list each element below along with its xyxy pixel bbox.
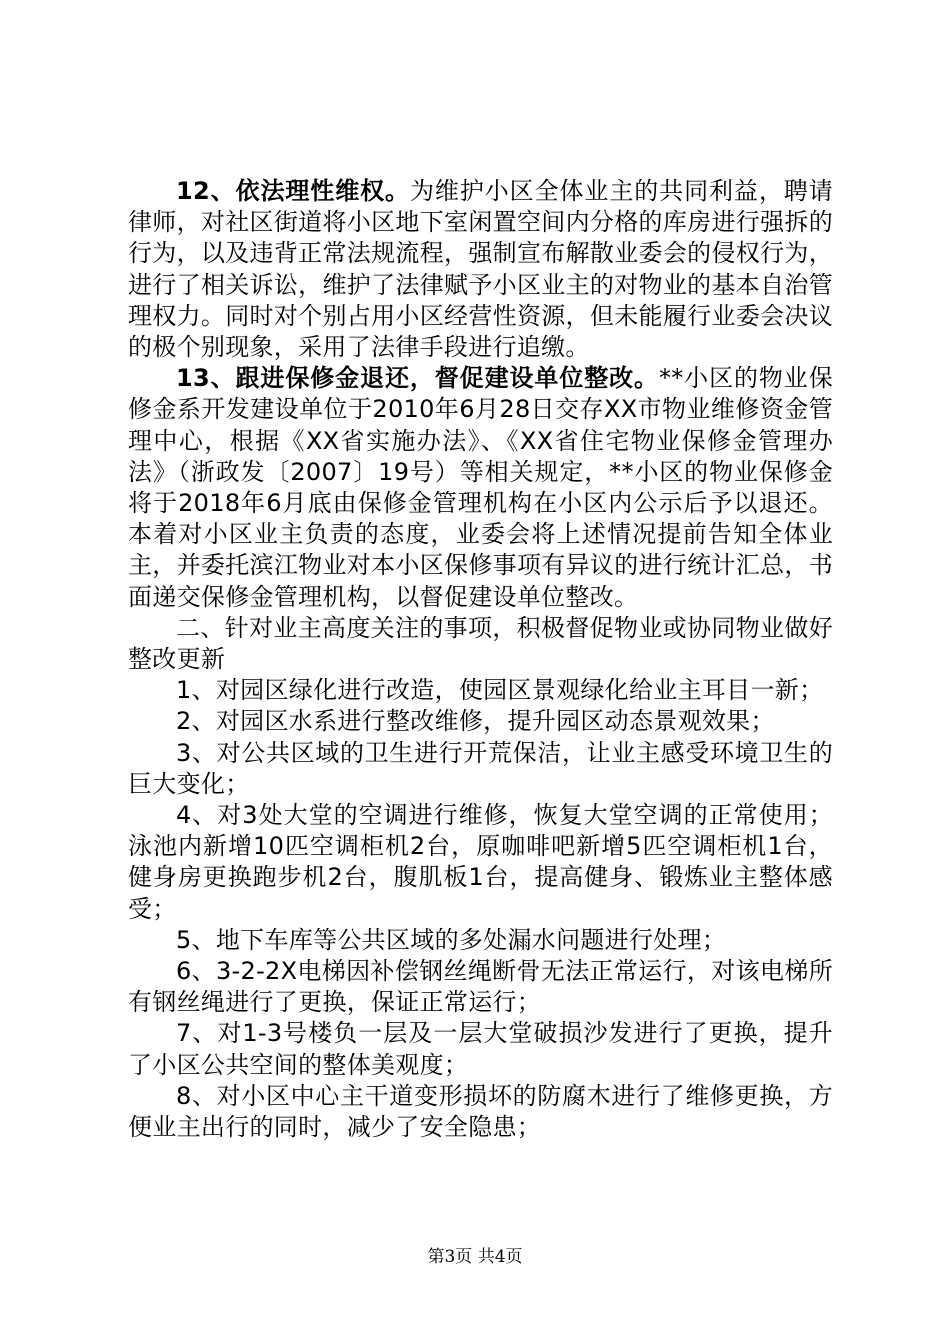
list-item-2 <box>128 706 833 737</box>
list-item-5 <box>128 925 833 956</box>
paragraph-heading: 12、依法理性维权。 <box>176 177 410 205</box>
list-item-6 <box>128 956 833 1018</box>
paragraph-text: 4、对3处大堂的空调进行维修，恢复大堂空调的正常使用；泳池内新增10匹空调柜机2台，原咖啡吧新增5匹空调柜机1台，健身房更换跑步机2台，腹肌板1台，提高健身、锻炼业主整体感受； <box>128 801 833 923</box>
paragraph-text: 3、对公共区域的卫生进行开荒保洁，让业主感受环境卫生的巨大变化； <box>128 738 833 798</box>
paragraph-13 <box>128 363 833 613</box>
list-item-7 <box>128 1018 833 1080</box>
list-item-4 <box>128 800 833 925</box>
paragraph-text: 为维护小区全体业主的共同利益，聘请律师，对社区街道将小区地下室闲置空间内分格的库房进行强拆的行为，以及违背正常法规流程，强制宣布解散业委会的侵权行为，进行了相关诉讼，维护了法律赋予小区业主的对物业的基本自治管理权力。同时对个别占用小区经营性资源，但未能履行业委会决议的极个别现象，采用了法律手段进行追缴。 <box>128 177 833 362</box>
paragraph-text: 二、针对业主高度关注的事项，积极督促物业或协同物业做好整改更新 <box>128 613 833 674</box>
paragraph-text: 5、地下车库等公共区域的多处漏水问题进行处理； <box>176 925 727 954</box>
list-item-3 <box>128 738 833 800</box>
paragraph-heading: 13、跟进保修金退还，督促建设单位整改。 <box>176 364 659 393</box>
page-footer <box>0 1242 950 1267</box>
document-body <box>128 176 833 1143</box>
paragraph-12 <box>128 176 833 363</box>
page-number: 第3页 共4页 <box>427 1247 523 1267</box>
section-heading <box>128 613 833 675</box>
list-item-8 <box>128 1081 833 1143</box>
paragraph-text: **小区的物业保修金系开发建设单位于2010年6月28日交存XX市物业维修资金管理中心，根据《XX省实施办法》、《XX省住宅物业保修金管理办法》（浙政发〔2007〕19号）等相关规定，**小区的物业保修金将于2018年6月底由保修金管理机构在小区内公示后予以退还。本着对小区业主负责的态度，业委会将上述情况提前告知全体业主，并委托滨江物业对本小区保修事项有异议的进行统计汇总，书面递交保修金管理机构，以督促建设单位整改。 <box>128 364 833 611</box>
paragraph-text: 8、对小区中心主干道变形损坏的防腐木进行了维修更换，方便业主出行的同时，减少了安全隐患； <box>128 1081 833 1142</box>
paragraph-text: 7、对1-3号楼负一层及一层大堂破损沙发进行了更换，提升了小区公共空间的整体美观度； <box>128 1019 833 1079</box>
paragraph-text: 2、对园区水系进行整改维修，提升园区动态景观效果； <box>176 707 775 736</box>
paragraph-text: 1、对园区绿化进行改造，使园区景观绿化给业主耳目一新； <box>176 676 824 705</box>
list-item-1 <box>128 675 833 706</box>
paragraph-text: 6、3-2-2X电梯因补偿钢丝绳断骨无法正常运行，对该电梯所有钢丝绳进行了更换，保证正常运行； <box>128 957 833 1017</box>
